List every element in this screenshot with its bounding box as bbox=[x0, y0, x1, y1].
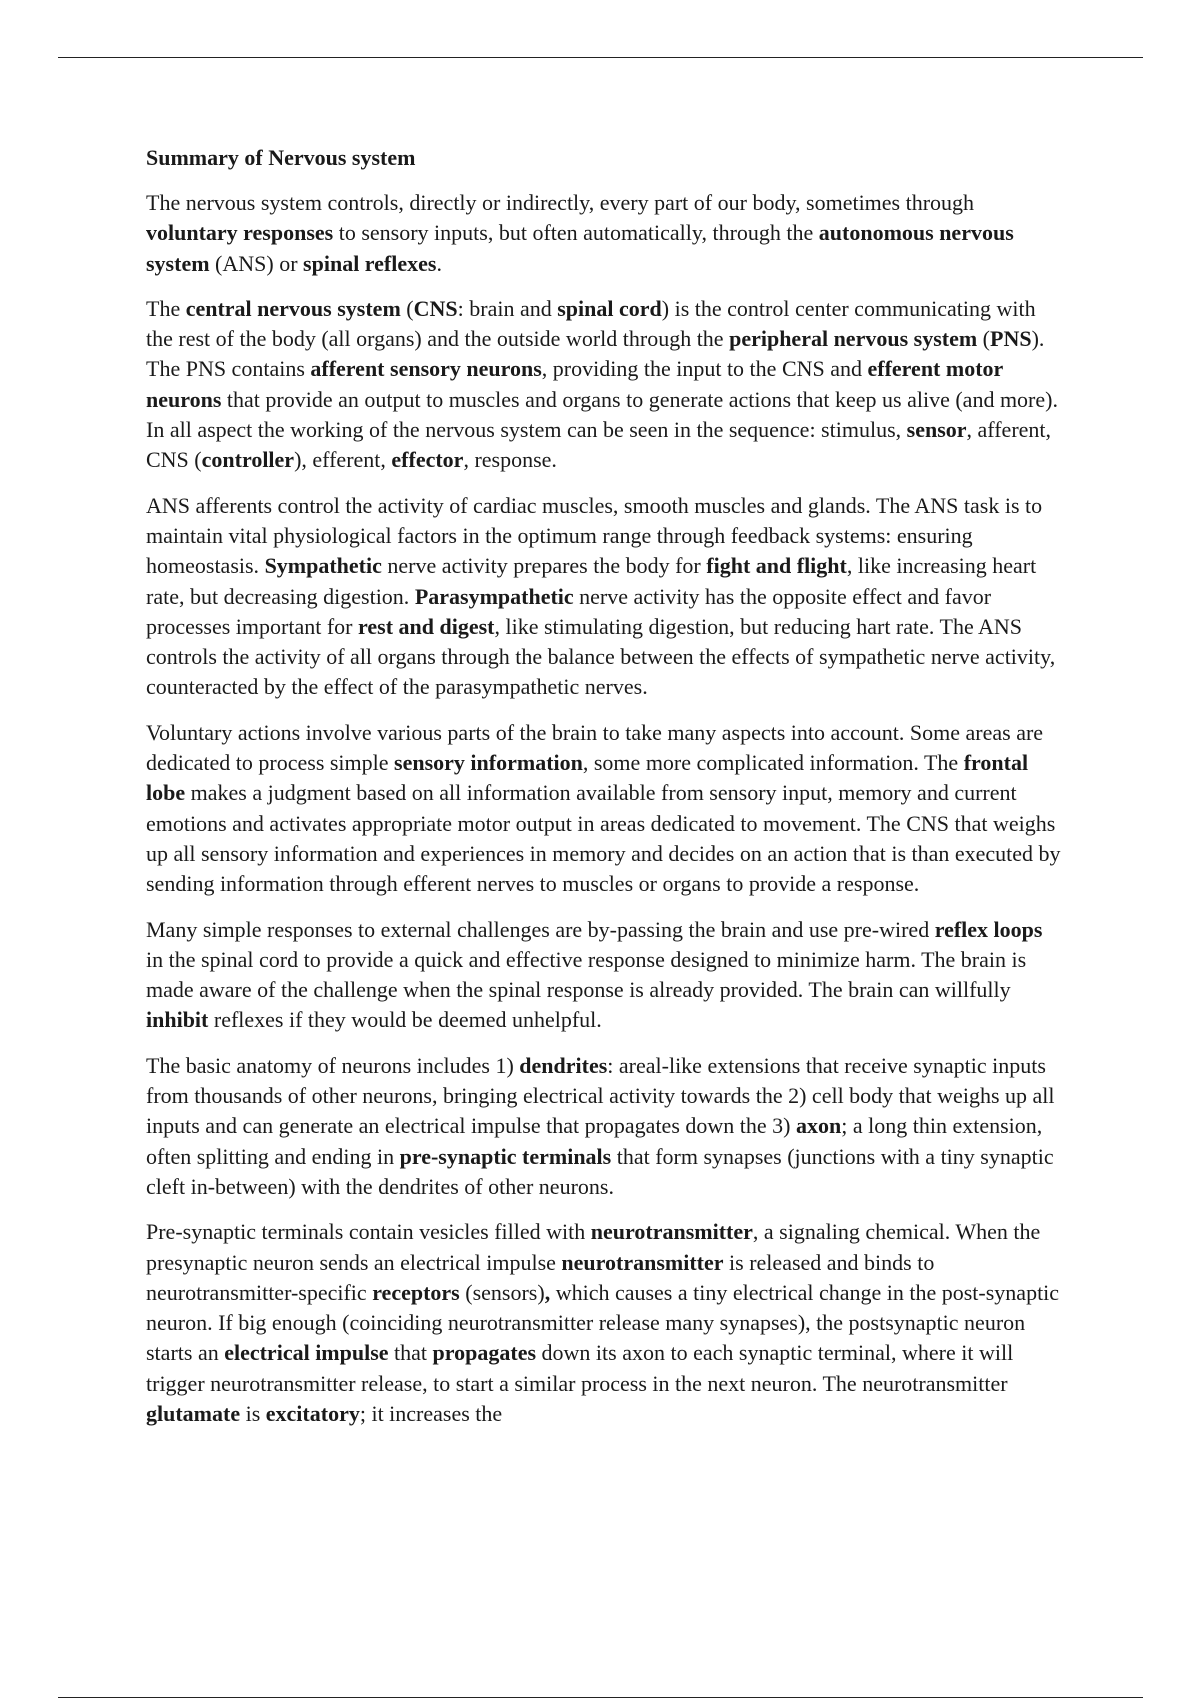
text-run: that bbox=[388, 1340, 433, 1366]
bold-term: sensory information bbox=[394, 750, 583, 776]
bold-term: , bbox=[544, 1279, 551, 1305]
text-run: , response. bbox=[463, 447, 557, 473]
bold-term: frontal lobe bbox=[146, 750, 1029, 806]
bold-term: glutamate bbox=[146, 1400, 241, 1426]
document-body bbox=[146, 143, 1061, 1444]
paragraph bbox=[146, 915, 1061, 1036]
bold-term: sensor bbox=[906, 417, 967, 443]
text-run: Many simple responses to external challenges are by-passing the brain and use pre-wired bbox=[146, 916, 935, 942]
text-run: ) is the control center communicating with the rest of the body (all organs) and the outside world through the bbox=[146, 295, 1036, 352]
bold-term: CNS bbox=[413, 295, 458, 321]
text-run: down its axon to each synaptic terminal, where it will trigger neurotransmitter release, to start a similar process in the next neuron. The neurotransmitter bbox=[146, 1340, 1014, 1396]
bold-term: neurotransmitter bbox=[561, 1249, 724, 1275]
text-run: ( bbox=[977, 326, 990, 352]
paragraph bbox=[146, 718, 1061, 900]
text-run: is bbox=[240, 1400, 266, 1426]
bold-term: pre-synaptic terminals bbox=[399, 1143, 612, 1169]
bold-term: Parasympathetic bbox=[414, 583, 574, 609]
text-run: to sensory inputs, but often automatically, through the bbox=[333, 220, 819, 246]
bottom-rule bbox=[58, 1697, 1143, 1698]
bold-term: receptors bbox=[372, 1279, 460, 1305]
bold-term: reflex loops bbox=[934, 916, 1043, 942]
text-run: ( bbox=[400, 295, 414, 321]
text-run: The bbox=[146, 295, 186, 321]
text-run: ; a long thin extension, often splitting and ending in bbox=[146, 1113, 1043, 1169]
bold-term: PNS bbox=[990, 326, 1032, 352]
bold-term: electrical impulse bbox=[224, 1340, 389, 1366]
bold-term: afferent sensory neurons bbox=[310, 356, 542, 382]
text-run: The nervous system controls, directly or indirectly, every part of our body, sometimes through bbox=[146, 190, 975, 215]
text-run: ANS afferents control the activity of cardiac muscles, smooth muscles and glands. The ANS task is to maintain vital physiological factors in the optimum range through feedback systems: ensuring homeostasis. bbox=[146, 492, 1043, 579]
bold-term: inhibit bbox=[146, 1007, 209, 1033]
bold-term: controller bbox=[201, 447, 295, 473]
text-run: , like stimulating digestion, but reducing hart rate. The ANS controls the activity of all organs through the balance between the effects of sympathetic nerve activity, counteracted by the effect of the parasympathetic nerves. bbox=[146, 613, 1056, 700]
text-run: ), efferent, bbox=[294, 447, 392, 473]
text-run: in the spinal cord to provide a quick and effective response designed to minimize harm. The brain is made aware of the challenge when the spinal response is already provided. The brain can willfully bbox=[146, 946, 1027, 1003]
text-run: , like increasing heart rate, but decreasing digestion. bbox=[146, 553, 1037, 609]
text-run: Voluntary actions involve various parts of the brain to take many aspects into account. Some areas are dedicated to process simple bbox=[146, 719, 1044, 776]
bold-term: spinal reflexes bbox=[303, 250, 437, 276]
paragraph bbox=[146, 188, 1061, 279]
bold-term: efferent motor neurons bbox=[146, 356, 1003, 412]
top-rule bbox=[58, 57, 1143, 58]
bold-term: Sympathetic bbox=[264, 553, 382, 579]
bold-term: peripheral nervous system bbox=[729, 326, 978, 352]
text-run: , afferent, CNS ( bbox=[146, 417, 1052, 473]
text-run: Pre-synaptic terminals contain vesicles filled with bbox=[146, 1219, 591, 1245]
text-run: that form synapses (junctions with a tiny synaptic cleft in-between) with the dendrites of other neurons. bbox=[146, 1143, 1054, 1199]
text-run: ; it increases the bbox=[359, 1400, 503, 1426]
text-run: that provide an output to muscles and organs to generate actions that keep us alive (and more). In all aspect the working of the nervous system can be seen in the sequence: stimulus, bbox=[146, 386, 1058, 443]
bold-term: rest and digest bbox=[358, 613, 495, 639]
bold-term: central nervous system bbox=[185, 295, 401, 321]
text-run: reflexes if they would be deemed unhelpful. bbox=[208, 1007, 602, 1033]
bold-term: excitatory bbox=[265, 1400, 360, 1426]
bold-term: propagates bbox=[432, 1340, 537, 1366]
text-run: , some more complicated information. The bbox=[582, 750, 964, 776]
text-run: (ANS) or bbox=[209, 250, 304, 276]
bold-term: spinal cord bbox=[557, 295, 662, 321]
bold-term: neurotransmitter bbox=[590, 1219, 753, 1245]
text-run: , a signaling chemical. When the presynaptic neuron sends an electrical impulse bbox=[146, 1219, 1041, 1275]
text-run: makes a judgment based on all information available from sensory input, memory and current emotions and activates appropriate motor output in areas dedicated to movement. The CNS that weighs up all sensory information and experiences in memory and decides on an action that is than executed by sending information through efferent nerves to muscles or organs to provide a response. bbox=[146, 780, 1061, 897]
text-run: which causes a tiny electrical change in the post-synaptic neuron. If big enough (coinciding neurotransmitter release many synapses), the postsynaptic neuron starts an bbox=[146, 1279, 1060, 1366]
paragraph-list bbox=[146, 188, 1061, 1429]
bold-term: autonomous nervous system bbox=[146, 220, 1014, 276]
paragraph bbox=[146, 1051, 1061, 1202]
text-run: : areal-like extensions that receive synaptic inputs from thousands of other neurons, bringing electrical activity towards the 2) cell body that weighs up all inputs and can generate an electrical impulse that propagates down the 3) bbox=[146, 1052, 1055, 1139]
bold-term: fight and flight bbox=[706, 553, 847, 579]
bold-term: axon bbox=[795, 1113, 842, 1139]
text-run: is released and binds to neurotransmitter-specific bbox=[146, 1249, 935, 1305]
text-run: nerve activity prepares the body for bbox=[381, 553, 707, 579]
text-run: : brain and bbox=[457, 295, 558, 321]
text-run: (sensors) bbox=[459, 1279, 545, 1305]
text-run: . bbox=[436, 250, 442, 276]
paragraph bbox=[146, 294, 1061, 476]
bold-term: effector bbox=[391, 447, 464, 473]
paragraph bbox=[146, 491, 1061, 703]
text-run: The basic anatomy of neurons includes 1) bbox=[146, 1052, 520, 1078]
paragraph bbox=[146, 1217, 1061, 1429]
text-run: ). The PNS contains bbox=[146, 326, 1045, 382]
text-run: , providing the input to the CNS and bbox=[541, 356, 868, 382]
bold-term: dendrites bbox=[519, 1052, 608, 1078]
text-run: nerve activity has the opposite effect and favor processes important for bbox=[146, 583, 992, 639]
document-heading: Summary of Nervous system bbox=[146, 145, 416, 170]
bold-term: voluntary responses bbox=[146, 220, 334, 246]
